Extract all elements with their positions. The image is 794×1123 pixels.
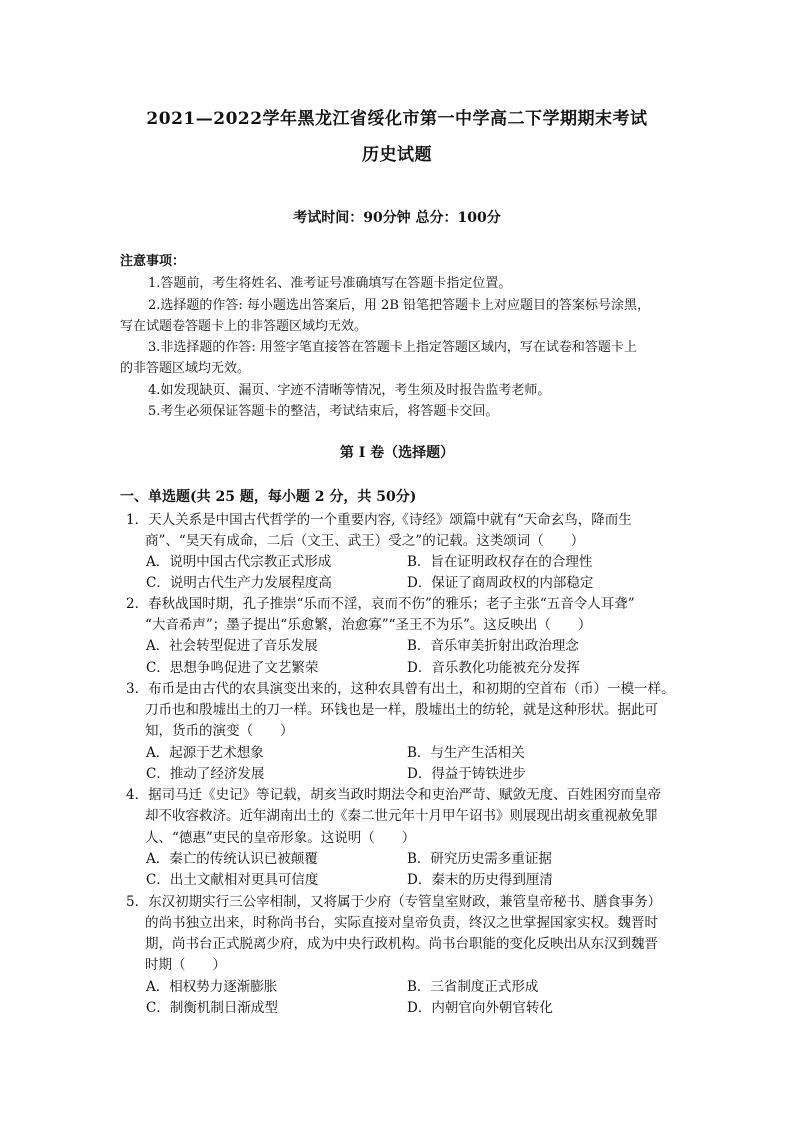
question-1-option-a[interactable]: A．说明中国古代宗教正式形成: [146, 554, 332, 570]
question-5-stem: 5．东汉初期实行三公宰相制，又将属于少府（专管皇室财政，兼管皇帝秘书、膳食事务）: [126, 894, 662, 910]
question-3-option-c[interactable]: C．推动了经济发展: [146, 766, 265, 782]
subject-title: 历史试题: [362, 145, 432, 165]
notice-line: 2.选择题的作答: 每小题选出答案后，用 2B 铅笔把答题卡上对应题目的答案标号涂黑，: [148, 298, 651, 313]
question-2-stem: “大音希声”；墨子提出“乐愈繁，治愈寡”“圣王不为乐”。这反映出（ ）: [145, 617, 592, 633]
question-4-stem: 人、“德惠”吏民的皇帝形象。这说明（ ）: [145, 830, 416, 846]
notice-line: 1.答题前，考生将姓名、准考证号准确填写在答题卡指定位置。: [148, 276, 512, 291]
question-3-option-d[interactable]: D．得益于铸铁进步: [407, 766, 526, 782]
exam-info: 考试时间：90分钟 总分：100分: [293, 210, 501, 226]
question-2-option-c[interactable]: C．思想争鸣促进了文艺繁荣: [146, 660, 319, 676]
question-3-stem: 知，货币的演变（ ）: [145, 723, 294, 739]
notice-heading: 注意事项：: [120, 254, 186, 269]
question-2-option-a[interactable]: A．社会转型促进了音乐发展: [146, 638, 318, 654]
notice-line: 3.非选择题的作答: 用签字笔直接答在答题卡上指定答题区域内，写在试卷和答题卡上: [148, 340, 637, 355]
question-4-option-b[interactable]: B．研究历史需多重证据: [407, 851, 552, 867]
question-3-stem: 3．布币是由古代的农具演变出来的，这种农具曾有出土，和初期的空首布（币）一模一样。: [126, 681, 675, 697]
question-3-stem: 刀币也和殷墟出土的刀一样。环钱也是一样，殷墟出土的纺轮，就是这种形状。据此可: [145, 702, 658, 718]
question-1-stem: 1．天人关系是中国古代哲学的一个重要内容,《诗经》颂篇中就有“天命玄鸟，降而生: [126, 512, 632, 528]
question-5-stem: 的尚书独立出来，时称尚书台，实际直接对皇帝负责，终汉之世掌握国家实权。魏晋时: [145, 915, 658, 931]
question-5-option-d[interactable]: D．内朝官向外朝官转化: [407, 1000, 553, 1016]
notice-line: 4.如发现缺页、漏页、字迹不清晰等情况，考生须及时报告监考老师。: [148, 383, 551, 398]
exam-title: 2021—2022学年黑龙江省绥化市第一中学高二下学期期末考试: [146, 109, 648, 129]
question-4-stem: 4．据司马迁《史记》等记载，胡亥当政时期法令和吏治严苛、赋敛无度、百姓困穷而皇帝: [126, 787, 662, 803]
question-2-stem: 2．春秋战国时期，孔子推崇“乐而不淫，哀而不伤”的雅乐；老子主张“五音令人耳聋”: [126, 596, 635, 612]
question-5-option-c[interactable]: C．制衡机制日渐成型: [146, 1000, 278, 1016]
notice-line: 5.考生必须保证答题卡的整洁，考试结束后，将答题卡交回。: [148, 404, 499, 419]
question-1-option-d[interactable]: D．保证了商周政权的内部稳定: [407, 575, 594, 591]
question-4-option-a[interactable]: A．秦亡的传统认识已被颠覆: [146, 851, 318, 867]
question-5-option-b[interactable]: B．三省制度正式形成: [407, 979, 539, 995]
volume-title: 第 I 卷（选择题）: [339, 445, 455, 461]
question-4-stem: 却不收容救济。近年湖南出土的《秦二世元年十月甲午诏书》则展现出胡亥重视赦免罪: [145, 808, 658, 824]
question-2-option-d[interactable]: D．音乐教化功能被充分发挥: [407, 660, 580, 676]
notice-line: 的非答题区域均无效。: [120, 361, 251, 376]
question-3-option-b[interactable]: B．与生产生活相关: [407, 745, 525, 761]
question-4-option-d[interactable]: D．秦末的历史得到厘清: [407, 872, 553, 888]
question-1-option-b[interactable]: B．旨在证明政权存在的合理性: [407, 554, 593, 570]
question-2-option-b[interactable]: B．音乐审美折射出政治理念: [407, 638, 579, 654]
question-5-stem: 时期（ ）: [145, 957, 226, 973]
question-5-option-a[interactable]: A．相权势力逐渐膨胀: [146, 979, 278, 995]
part-title: 一、单选题(共 25 题，每小题 2 分，共 50分): [120, 489, 417, 505]
question-3-option-a[interactable]: A．起源于艺术想象: [146, 745, 264, 761]
question-4-option-c[interactable]: C．出土文献相对更具可信度: [146, 872, 319, 888]
question-1-stem: 商”、“昊天有成命，二后（文王、武王）受之”的记载。这类颂词（ ）: [145, 533, 585, 549]
question-5-stem: 期，尚书台正式脱离少府，成为中央行政机构。尚书台职能的变化反映出从东汉到魏晋: [145, 936, 658, 952]
notice-line: 写在试题卷答题卡上的非答题区域均无效。: [120, 319, 368, 334]
question-1-option-c[interactable]: C．说明古代生产力发展程度高: [146, 575, 332, 591]
